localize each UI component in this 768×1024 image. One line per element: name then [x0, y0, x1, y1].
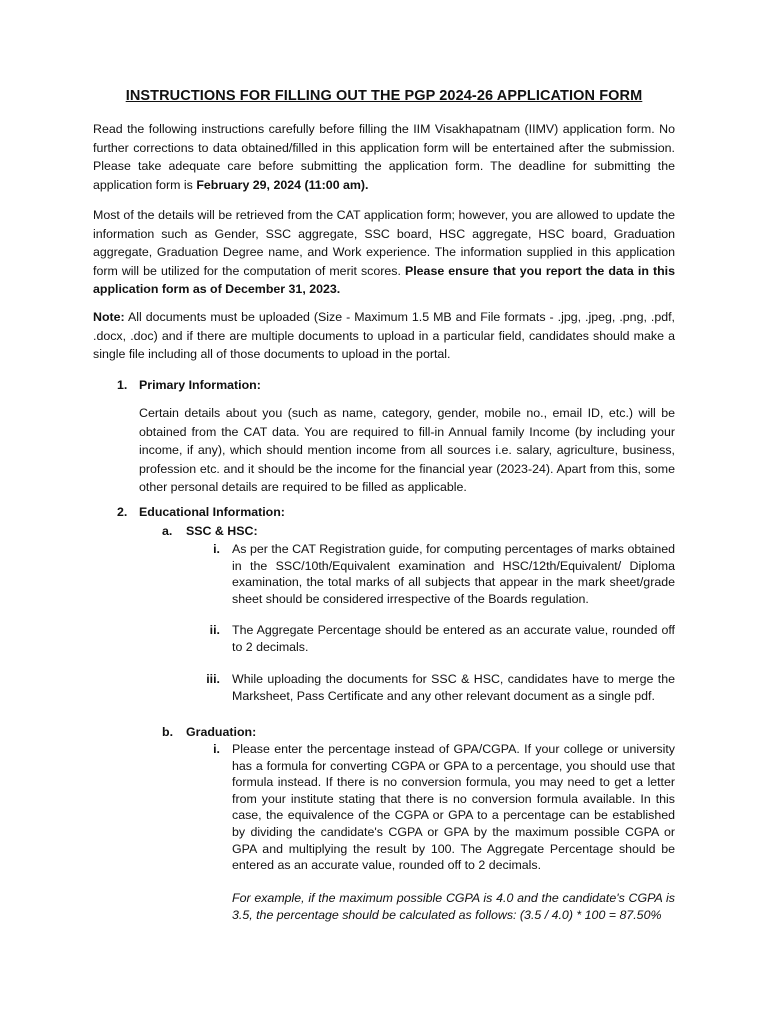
page-title: INSTRUCTIONS FOR FILLING OUT THE PGP 2024-26 APPLICATION FORM [125, 88, 643, 104]
list-item: As per the CAT Registration guide, for computing percentages of marks obtained in the SSC/10th/Equivalent examination and HSC/12th/Equivalent/ Diploma examination, the total marks of all subjects that appear in the mark sheet/grade sheet should be considered irrespective of the Boards regulation. [232, 542, 675, 606]
subsection-heading-graduation: Graduation: [186, 725, 257, 739]
details-emphasis: Please ensure that you report the data in this application form as of December 31, 2023. [93, 263, 675, 297]
details-paragraph [93, 206, 675, 299]
section-heading-primary: Primary Information: [139, 378, 261, 392]
deadline-text: February 29, 2024 (11:00 am). [196, 177, 369, 192]
list-item: While uploading the documents for SSC & HSC, candidates have to merge the Marksheet, Pass Certificate and any other relevant document as a single pdf. [232, 672, 675, 703]
list-marker: i. [213, 742, 220, 756]
section-number: 1. [117, 378, 128, 392]
subsection-heading-ssc-hsc: SSC & HSC: [186, 524, 258, 538]
primary-info-paragraph: Certain details about you (such as name, category, gender, mobile no., email ID, etc.) will be obtained from the CAT data. You are required to fill-in Annual family Income (by including your income, if any), which should mention income from all sources i.e. salary, agriculture, business, profession etc. and it should be the income for the financial year (2023-24). Apart from this, some other personal details are required to be filled as applicable. [139, 406, 675, 495]
note-paragraph [93, 308, 675, 364]
note-label: Note: [93, 310, 125, 324]
section-number: 2. [117, 505, 128, 519]
section-heading-educational: Educational Information: [139, 505, 285, 519]
list-marker: i. [213, 542, 220, 556]
note-text: All documents must be uploaded (Size - Maximum 1.5 MB and File formats - .jpg, .jpeg, .png, .pdf, .docx, .doc) and if there are multiple documents to upload in a particular field, candidates should make a single file including all of those documents to upload in the portal. [93, 310, 675, 362]
list-item: Please enter the percentage instead of GPA/CGPA. If your college or university has a formula for converting CGPA or GPA to a percentage, you should use that formula instead. If there is no conversion formula, you may need to get a letter from your institute stating that there is no conversion formula available. In this case, the equivalence of the CGPA or GPA to a percentage can be established by dividing the candidate's CGPA or GPA by the maximum possible CGPA or GPA and multiplying the result by 100. The Aggregate Percentage should be entered as an accurate value, rounded off to 2 decimals. [232, 742, 675, 873]
example-text: For example, if the maximum possible CGPA is 4.0 and the candidate's CGPA is 3.5, the percentage should be calculated as follows: (3.5 / 4.0) * 100 = 87.50% [232, 891, 675, 922]
list-marker: iii. [206, 672, 220, 686]
subsection-label: b. [162, 725, 174, 739]
intro-paragraph [93, 120, 675, 194]
intro-text: Read the following instructions carefully before filling the IIM Visakhapatnam (IIMV) application form. No further corrections to data obtained/filled in this application form will be entertained after the submission. Please take adequate care before submitting the application form. The deadline for submitting the application form is [93, 122, 675, 192]
details-text: Most of the details will be retrieved from the CAT application form; however, you are allowed to update the information such as Gender, SSC aggregate, SSC board, HSC aggregate, HSC board, Graduation aggregate, Graduation Degree name, and Work experience. The information supplied in this application form will be utilized for the computation of merit scores. [93, 208, 675, 278]
list-item: The Aggregate Percentage should be entered as an accurate value, rounded off to 2 decimals. [232, 623, 675, 654]
list-marker: ii. [209, 623, 220, 637]
subsection-label: a. [162, 524, 173, 538]
